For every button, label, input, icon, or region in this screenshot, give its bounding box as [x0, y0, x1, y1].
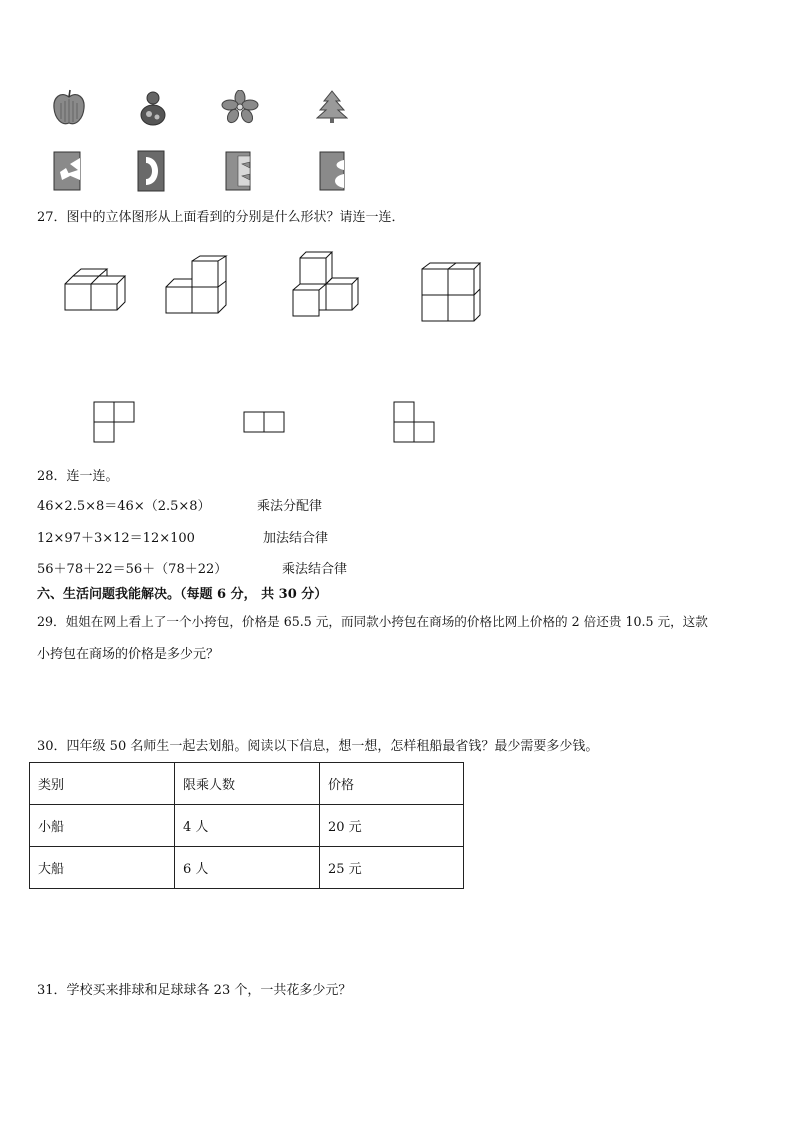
question-29-line-1: 29．姐姐在网上看上了一个小挎包，价格是 65.5 元，而同款小挎包在商场的价格比网上价格的 2 倍还贵 10.5 元，这款: [37, 614, 708, 629]
cube-figure-3: [290, 250, 362, 320]
top-view-shape-2: [243, 411, 287, 435]
q28-law-1: 乘法分配律: [257, 499, 323, 514]
q28-expression-1: 46×2.5×8＝46×（2.5×8）: [37, 499, 211, 514]
cube-figure-4: [420, 261, 484, 325]
apple-icon: [51, 89, 87, 127]
table-row: [30, 847, 464, 889]
cutout-e-icon: [52, 150, 82, 192]
top-view-shape-1: [93, 401, 137, 445]
table-cell: 20 元: [320, 805, 464, 847]
table-header-cell: 价格: [320, 763, 464, 805]
cutout-e-pattern-icon: [224, 150, 252, 192]
flower-icon: [221, 90, 259, 124]
question-28-text: 28．连一连。: [37, 469, 119, 484]
table-cell: 25 元: [320, 847, 464, 889]
table-row: [30, 805, 464, 847]
q28-expression-2: 12×97＋3×12＝12×100: [37, 531, 195, 546]
table-cell: 4 人: [175, 805, 320, 847]
question-29-line-2: 小挎包在商场的价格是多少元？: [37, 647, 220, 662]
cutout-e-small-icon: [318, 150, 346, 192]
gourd-icon: [138, 90, 168, 126]
cube-figure-2: [163, 255, 229, 317]
tree-icon: [316, 90, 348, 124]
top-view-shape-3: [393, 401, 437, 445]
table-header-cell: 限乘人数: [175, 763, 320, 805]
table-cell: 6 人: [175, 847, 320, 889]
q28-law-2: 加法结合律: [263, 531, 329, 546]
q28-expression-3: 56＋78＋22＝56＋（78＋22）: [37, 562, 228, 577]
boat-pricing-table: [29, 762, 464, 889]
q28-law-3: 乘法结合律: [282, 562, 348, 577]
cutout-c-icon: [136, 149, 166, 193]
table-cell: 小船: [30, 805, 175, 847]
section-6-heading: 六、生活问题我能解决。（每题 6 分， 共 30 分）: [37, 587, 328, 602]
table-header-cell: 类别: [30, 763, 175, 805]
table-cell: 大船: [30, 847, 175, 889]
question-30-text: 30．四年级 50 名师生一起去划船。阅读以下信息，想一想，怎样租船最省钱？最少需要多少钱。: [37, 739, 599, 754]
question-27-text: 27．图中的立体图形从上面看到的分别是什么形状？请连一连．: [37, 210, 405, 225]
cube-figure-1: [62, 268, 128, 314]
table-header-row: [30, 763, 464, 805]
question-31-text: 31．学校买来排球和足球球各 23 个，一共花多少元？: [37, 983, 352, 998]
